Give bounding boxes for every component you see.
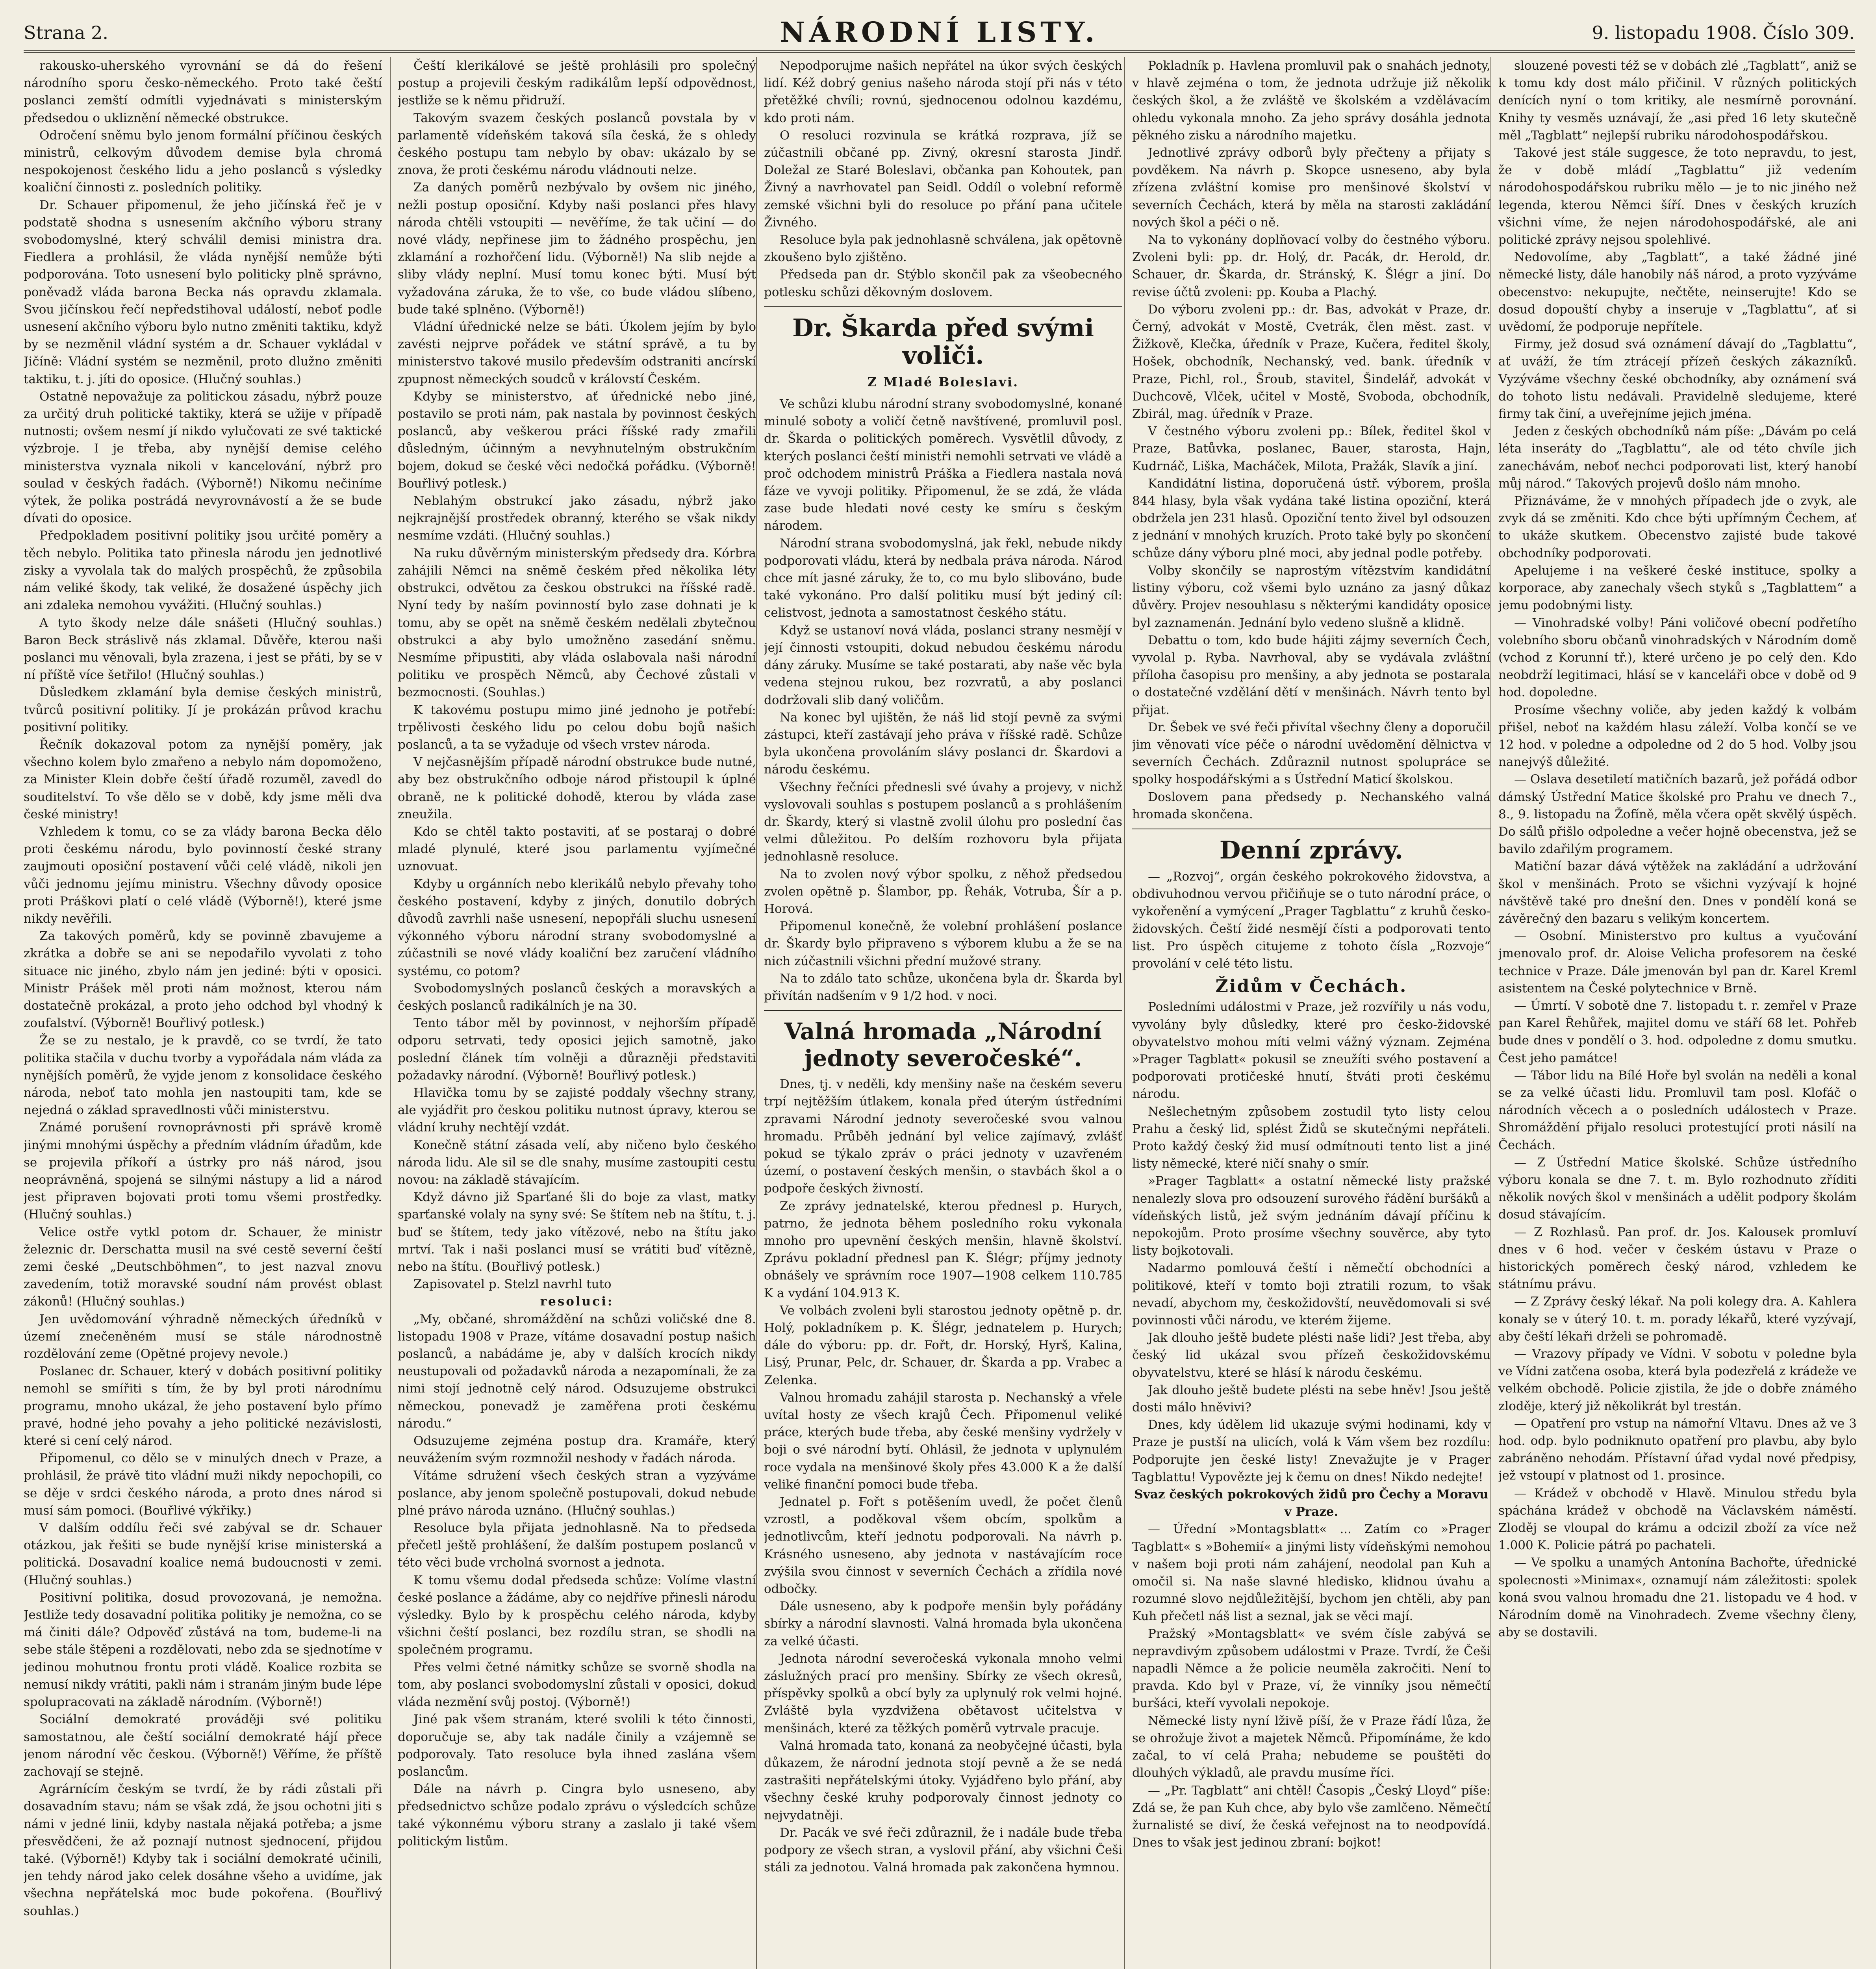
paragraph: Resoluce byla pak jednohlasně schválena, jak opětovně zkoušeno bylo zjištěno. <box>764 233 1122 265</box>
paragraph: Čeští klerikálové se ještě prohlásili pro společný postup a projevili českým radikálům lepší odpovědnost, jestliže se k němu přidruží. <box>398 59 756 108</box>
paragraph: Jen uvědomování výhradně německých úředníků v území znečeněném musí se stále národnostně rozdělování zeme (Opětné projevy nevole.) <box>24 1312 382 1361</box>
paragraph: Pokladník p. Havlena promluvil pak o snahách jednoty, v hlavě zejména o tom, že jednota udržuje již několik českých škol, a že zvláště ve školském a vzdělávacím ohledu vykonala mnoho. Za jeho správy dosáhla jednota pěkného zisku a národního majetku. <box>1132 59 1490 143</box>
paragraph: Na to zvolen nový výbor spolku, z něhož předsedou zvolen opětně p. Šlambor, pp. Řehák, Votruba, Šír a p. Horová. <box>764 867 1122 916</box>
paragraph: Přiznáváme, že v mnohých případech jde o zvyk, ale zvyk dá se změniti. Kdo chce býti upřímným Čechem, ať to ukáže skutkem. Obecenstvo zajisté bude takové obchodníky podporovati. <box>1498 494 1857 560</box>
paragraph: Jednota národní severočeská vykonala mnoho velmi záslužných prací pro menšiny. Sbírky ze všech okresů, příspěvky spolků a obcí byly za uplynulý rok velmi hojné. Zvláště byla vyzdvižena obětavost učitelstva v menšinách, které za těžkých poměrů vytrvale pracuje. <box>764 1651 1122 1735</box>
paragraph: rakousko-uherského vyrovnání se dá do řešení národního sporu česko-německého. Proto také čeští poslanci zemští odmítli vyjednávati s ministerským předsedou o ukliznění německé obstrukce. <box>24 59 382 125</box>
paragraph: Matiční bazar dává výtěžek na zakládání a udržování škol v menšinách. Proto se všichni vyzývají k hojné návštěvě také pro dnešní den. Dnes v pondělí koná se závěrečný den bazaru s velikým koncertem. <box>1498 859 1857 926</box>
paragraph: Agrárnícím českým se tvrdí, že by rádi zůstali při dosavadním stavu; nám se však zdá, že jsou ochotni jiti s námi v jedné linii, kdyby nastala nějaká potřeba; a jsme přesvědčeni, že až poznají nutnost sjednocení, přijdou také. (Výborně!) Kdyby tak i sociální demokraté učinili, jen tehdy národ jako celek dosáhne všeho a uvidíme, jak všechna nepřátelská moc bude pokořena. (Bouřlivý souhlas.) <box>24 1782 382 1918</box>
page-number: Strana 2. <box>24 22 108 43</box>
paragraph: Jiné pak všem stranám, které svolili k této činnosti, doporučuje se, aby tak nadále činily a vzájemně se podporovaly. Tato resoluce byla ihned zaslána všem poslancům. <box>398 1712 756 1779</box>
article-title: Dr. Škarda před svými voliči. <box>792 313 1094 370</box>
column-4 <box>1132 57 1490 1969</box>
paragraph: Na to vykonány doplňovací volby do čestného výboru. Zvoleni byli: pp. dr. Holý, dr. Pacák, dr. Herold, dr. Schauer, dr. Škarda, dr. Stránský, K. Šlégr a jiní. Do revise účtů zvoleni: pp. Kouba a Plachý. <box>1132 233 1490 299</box>
paragraph: Vzhledem k tomu, co se za vlády barona Becka dělo proti českému národu, bylo povinností české strany zaujmouti oposiční postavení vůči celé vládě, nikoli jen vůči jednomu jejímu ministru. Všechny důvody oposice proti Práškovi platí o celé vládě (Výborně!), které jsme nikdy nevěřili. <box>24 824 382 926</box>
paragraph: Jednatel p. Fořt s potěšením uvedl, že počet členů vzrostl, a poděkoval všem obcím, spolkům a jednotlivcům, kteří jednotu podporovali. Na návrh p. Krásného usneseno, aby jednota v nastávajícím roce zvýšila svou činnost v severních Čechách a zřídila nové odbočky. <box>764 1495 1122 1596</box>
paragraph: — Z Rozhlasů. Pan prof. dr. Jos. Kalousek promluví dnes v 6 hod. večer v českém ústavu v Praze o historických poměrech český národ, vzhledem ke státnímu právu. <box>1498 1225 1857 1292</box>
paragraph: Za daných poměrů nezbývalo by ovšem nic jiného, nežli postup oposiční. Kdyby naši poslanci přes hlavy národa chtěli vstoupiti — nevěříme, že tak učiní — do nové vlády, nepřinese jim to žádného prospěchu, jen zklamání a rozhořčení lidu. (Výborně!) Na slib nejde a sliby vlády neplní. Musí tomu konec býti. Musí být vyžadována záruka, že to vše, co bude vládou slíbeno, bude také splněno. (Výborně!) <box>398 180 756 317</box>
paragraph: Předseda pan dr. Stýblo skončil pak za všeobecného potlesku schůzi děkovným doslovem. <box>764 267 1122 299</box>
column-divider <box>1124 57 1125 1969</box>
article-title: Valná hromada „Národní jednoty severočeské“. <box>784 1018 1102 1072</box>
subsection-title: Židům v Čechách. <box>1215 976 1407 997</box>
paragraph: Vítáme sdružení všech českých stran a vyzýváme poslance, aby jenom společně postupovali, dokud nebude plné právo národa uznáno. (Hlučný souhlas.) <box>398 1468 756 1518</box>
paragraph: — Ve spolku a unamých Antonína Bachořte, úřednické spolecnosti »Minimax«, oznamují nám záležitosti: spolek koná svou valnou hromadu dne 21. listopadu ve 4 hod. v Národním domě na Vinohradech. Zveme všechny členy, aby se dostavili. <box>1498 1556 1857 1640</box>
paragraph: Ve volbách zvoleni byli starostou jednoty opětně p. dr. Holý, pokladníkem p. K. Šlégr, jednatelem p. Hurych; dále do výboru: pp. dr. Fořt, dr. Horský, Hyrš, Kalina, Lisý, Prunar, Pelc, dr. Schauer, dr. Škarda a pp. Vrabec a Zelenka. <box>764 1303 1122 1387</box>
paragraph: Jak dlouho ještě budete plésti naše lidi? Jest třeba, aby český lid ukázal svou přízeň českožidovskému obyvatelstvu, které se hlásí k národu českému. <box>1132 1331 1490 1380</box>
resolution-heading: resoluci: <box>540 1294 614 1309</box>
column-3 <box>764 57 1122 1969</box>
paragraph: Pražský »Montagsblatt« ve svém čísle zabývá se nepravdivým způsobem událostmi v Praze. Tvrdí, že Češi napadli Němce a že policie neuměla zakročiti. Není to pravda. Kdo byl v Praze, ví, že vinníky jsou němečtí buršáci, kteří vyvolali nepokoje. <box>1132 1626 1490 1711</box>
paragraph: — Vrazovy případy ve Vídni. V sobotu v poledne byla ve Vídni zatčena osoba, která byla podezřelá z krádeže ve velkém obchodě. Policie zjistila, že jde o dobře známého zloděje, který již několikrát byl trestán. <box>1498 1347 1857 1413</box>
masthead-title: NÁRODNÍ LISTY. <box>780 16 1099 48</box>
paragraph: Na ruku důvěrným ministerským předsedy dra. Kórbra zahájili Němci na sněmě českém před několika léty obstrukci, odvětou za českou obstrukci na říšské radě. Nyní tedy by naším povinností bylo zase dohnati je k tomu, aby se opět na sněmě českém nedělali zbytečnou obstrukci a aby bylo umožněno zasedání sněmu. Nesmíme připustiti, aby vláda oslabovala naši národní politiku ve prospěch Němců, aby Čechové zůstali v bezmocnosti. (Souhlas.) <box>398 546 756 700</box>
column-5 <box>1498 57 1857 1969</box>
paragraph: Dále usneseno, aby k podpoře menšin byly pořádány sbírky a národní slavnosti. Valná hromada byla ukončena za velké účasti. <box>764 1599 1122 1648</box>
paragraph: Takové jest stále suggesce, že toto nepravdu, to jest, že v době mládí „Tagblattu“ již vedením národohospodářskou rubriku mělo — je to nic jiného než legenda, kterou Němci šíří. Dnes v českých kruzích všichni víme, že nejen národohospodářské, ale ani politické zprávy nejsou spolehlivé. <box>1498 146 1857 247</box>
paragraph: — Osobní. Ministerstvo pro kultus a vyučování jmenovalo prof. dr. Aloise Velicha profesorem na české technice v Praze. Dále jmenován byl pan dr. Karel Kreml asistentem na České polytechnice v Brně. <box>1498 929 1857 996</box>
paragraph: V dalším oddílu řeči své zabýval se dr. Schauer otázkou, jak řešiti se bude nynější krise ministerská a politická. Dosavadní koalice nemá budoucnosti v zemi. (Hlučný souhlas.) <box>24 1521 382 1587</box>
paragraph: Kandidátní listina, doporučená ústř. výborem, prošla 844 hlasy, byla však vydána také listina opoziční, která obdržela jen 231 hlasů. Opoziční tento živel byl odsouzen z jednání v mnohých kruzích. Proto také byly po skončení schůze dány výboru plné moci, aby jednal podle potřeby. <box>1132 476 1490 560</box>
paragraph: Volby skončily se naprostým vítězstvím kandidátní listiny výboru, což všemi bylo uznáno za jasný důkaz důvěry. Projev nesouhlasu s některými kandidáty oposice byl zaznamenán. Jednání bylo vedeno slušně a klidně. <box>1132 563 1490 630</box>
paragraph: Valná hromada tato, konaná za neobyčejné účasti, byla důkazem, že národní jednota stojí pevně a že se nedá zastrašiti nepřátelskými útoky. Vyjádřeno bylo přání, aby všechny české kruhy podporovaly činnost jednoty co nejvydatněji. <box>764 1738 1122 1823</box>
paragraph: Dr. Schauer připomenul, že jeho jičínská řeč je v podstatě shodna s usnesením akčního výboru strany svobodomyslné, který schválil demisi ministra dra. Fiedlera a prohlásil, že vláda nynější nemůže býti podporována. Toto usnesení bylo politicky plně správno, poněvadž vláda barona Becka nás opravdu zklamala. Svou jičínskou řečí nepředstihoval událostí, neboť podle usnesení akčního výboru bylo nutno změniti taktiku, když by se nezměnil vládní systém a dr. Schauer vykládal v Jičíně: Vládní systém se nezměnil, proto dlužno změniti taktiku, t. j. jíti do oposice. (Hlučný souhlas.) <box>24 198 382 386</box>
paragraph: Dr. Šebek ve své řeči přivítal všechny členy a doporučil jim věnovati více péče o národní uvědomění dělnictva v severních Čechách. Zdůraznil nutnost spolupráce se spolky hospodářskými a s Ústřední Maticí školskou. <box>1132 720 1490 787</box>
paragraph: Že se zu nestalo, je k pravdě, co se tvrdí, že tato politika stačila v duchu tvorby a vypořádala nám vláda za nynějších poměrů, že vyjde jenom z konsolidace českého národa, neboť tato mohla jen nastoupiti tam, kde se nejedná o základ spravedlnosti vůči ministerstvu. <box>24 1033 382 1118</box>
paragraph: slouzené povesti též se v dobách zlé „Tagblatt“, aniž se k tomu kdy dost málo přičinil. V různých politických denících nyní o tom kritiky, ale nesmírně porovnání. Knihy ty vesměs uznávají, že „asi před 16 lety skutečně měl „Tagblatt“ nejlepší rubriku národohospodářskou. <box>1498 59 1857 143</box>
paragraph: Konečně státní zásada velí, aby ničeno bylo českého národa lidu. Ale sil se dle snahy, musíme zastoupiti cestu novou: na základě stávajícím. <box>398 1138 756 1187</box>
paragraph: Svobodomyslných poslanců českých a moravských a českých poslanců radikálních je na 30. <box>398 981 756 1013</box>
paragraph: Kdyby se ministerstvo, ať úřednické nebo jiné, postavilo se proti nám, pak nastala by povinnost českých poslanců, aby veškerou práci říšské rady zmařili důsledným, účinným a nevyhnutelným obstrukčním bojem, dokud se české věci nedočká pořádku. (Výborně! Bouřlivý potlesk.) <box>398 389 756 491</box>
paragraph: Resoluce byla přijata jednohlasně. Na to předseda přečetl ještě prohlášení, že dalším postupem poslanců v této věci bude vrcholná svornost a jednota. <box>398 1521 756 1570</box>
column-2 <box>398 57 756 1969</box>
paragraph: V nejčasnějším případě národní obstrukce bude nutné, aby bez obstrukčního odboje národ přistoupil k úplné obraně, ne k politické dohodě, kterou by vláda zase zneužila. <box>398 755 756 821</box>
paragraph: K tomu všemu dodal předseda schůze: Volíme vlastní české poslance a žádáme, aby co nejdříve přinesli národu výsledky. Bylo by k prospěchu celého národa, kdyby všichni čeští poslanci, bez rozdílu stran, se shodli na společném programu. <box>398 1573 756 1657</box>
paragraph: Ostatně nepovažuje za politickou zásadu, nýbrž pouze za určitý druh politické taktiky, která se užije v případě nutnosti; ovšem nesmí jí nikdo vylučovati ze své taktické výzbroje. I je třeba, aby nynější demise celého ministerstva vyznala nikoli v kancelování, nýbrž pro soulad v českých řadách. (Výborně!) Nikomu nečiníme výtek, že polika postrádá nevyrovnávostí a že se bude dívati do oposice. <box>24 389 382 526</box>
paragraph: Známé porušení rovnoprávnosti při správě kromě jinými mnohými úspěchy a předním vládním úřadům, kde se projevila příkoří a ústrky pro náš národ, jsou neoprávněná, spojená se silnými nástupy a lid a národ jest připraven bojovati proti tomu všemi prostředky. (Hlučný souhlas.) <box>24 1120 382 1222</box>
paragraph: Připomenul, co dělo se v minulých dnech v Praze, a prohlásil, že právě tito vládní muži nikdy nepochopili, co se děje v srdci českého národa, a proto dnes národ si musí sám pomoci. (Bouřlivé výkřiky.) <box>24 1451 382 1518</box>
paragraph: Vládní úřednické nelze se báti. Úkolem jejím by bylo zavésti nejprve pořádek ve státní správě, a tu by ministerstvo takové musilo především odstraniti ancírskí zpupnost německých soudců v královstí Českém. <box>398 320 756 386</box>
paragraph: Ze zprávy jednatelské, kterou přednesl p. Hurych, patrno, že jednota během posledního roku vykonala mnoho pro upevnění českých menšin, hlavně školství. Zprávu pokladní přednesl pan K. Šlégr; příjmy jednoty obnášely ve správním roce 1907—1908 celkem 110.785 K a vydání 104.913 K. <box>764 1199 1122 1300</box>
paragraph: Jeden z českých obchodníků nám píše: „Dávám po celá léta inseráty do „Tagblattu“, ale od této chvíle jich zanechávám, neboť nechci podporovati list, který hanobí můj národ.“ Takových projevů došlo nám mnoho. <box>1498 424 1857 491</box>
paragraph: Velice ostře vytkl potom dr. Schauer, že ministr železnic dr. Derschatta musil na své cestě severní čeští zemi české „Deutschböhmen“, to jest nazval znovu zavedením, totiž moravské soudní nám provést oblast zákonů! (Hlučný souhlas.) <box>24 1225 382 1309</box>
paragraph: Doslovem pana předsedy p. Nechanského valná hromada skončena. <box>1132 790 1490 821</box>
paragraph: — Oslava desetiletí matičních bazarů, jež pořádá odbor dámský Ústřední Matice školské pro Prahu ve dnech 7., 8., 9. listopadu na Žofíně, měla včera opět skvělý úspěch. Do sálů přišlo odpoledne a večer hojně obecenstva, jež se bavilo zdařilým programem. <box>1498 772 1857 857</box>
article-subtitle: Z Mladé Boleslavi. <box>867 374 1019 389</box>
column-1 <box>24 57 382 1969</box>
paragraph: Za takových poměrů, kdy se povinně zbavujeme a zkrátka a dobře se ani se nepodařilo vyvolati z toho situace nic jiného, zbylo nám jen jediné: býti v oposici. Ministr Prášek měl proti nám možnost, kterou nám dostatečně prokázal, a proto jeho odchod byl vhodný k zoufalství. (Výborně! Bouřlivý potlesk.) <box>24 929 382 1031</box>
paragraph: — Úmrtí. V sobotě dne 7. listopadu t. r. zemřel v Praze pan Karel Řehůřek, majitel domu ve stáří 68 let. Pohřeb bude dnes v pondělí o 3. hod. odpoledne z domu smutku. Čest jeho památce! <box>1498 998 1857 1065</box>
paragraph: Odsuzujeme zejména postup dra. Kramáře, který neuvážením svým rozmnožil neshody v řadách národa. <box>398 1434 756 1466</box>
paragraph: K takovému postupu mimo jiné jednoho je potřebí: trpělivosti českého lidu po celou dobu bojů našich poslanců, a ta se vyžaduje od všech vrstev národa. <box>398 703 756 752</box>
paragraph: Zapisovatel p. Stelzl navrhl tuto <box>413 1277 612 1292</box>
paragraph: „My, občané, shromáždění na schůzi voličské dne 8. listopadu 1908 v Praze, vítáme dosavadní postup našich poslanců, a nabádáme je, aby v dalších krocích nikdy neustupovali od požadavků národa a nezapomínali, že za nimi stojí jednotně celý národ. Odsuzujeme obstrukci německou, ponevadž je zaměřena proti českému národu.“ <box>398 1312 756 1431</box>
issue-date: 9. listopadu 1908. Číslo 309. <box>1592 22 1855 43</box>
paragraph: Řečník dokazoval potom za nynější poměry, jak všechno kolem bylo zmařeno a nebylo nám dopomoženo, za Minister Klein dobře čeští úřadě rozuměl, zavedl do souditelství. To vše dělo se v době, kdy jsme měli dva české ministry! <box>24 737 382 821</box>
section-title: Denní zprávy. <box>1219 835 1403 864</box>
paragraph: — „Rozvoj“, orgán českého pokrokového židovstva, a obdivuhodnou vervou přičiňuje se o tuto národní práce, o vykořenění a vymýcení „Prager Tagblattu“ z kruhů česko-židovských. Čeští židé nesmějí čísti a podporovati tento list. Pro úspěch citujeme z tohoto čísla „Rozvoje“ provolání v celé této listu. <box>1132 869 1490 971</box>
paragraph: Všechny řečníci přednesli své úvahy a projevy, v nichž vyslovovali souhlas s postupem poslanců a s prohlášením dr. Škardy, který si vlastně zvolil úlohu pro poslední čas velmi důležitou. Po delším rozhovoru byla přijata jednohlasně resoluce. <box>764 780 1122 864</box>
paragraph: Když se ustanoví nová vláda, poslanci strany nesmějí v její činnosti vstoupiti, dokud nebudou českému národu dány záruky. Musíme se také postarati, aby naše věc byla vedena stejnou rukou, bez rozvratů, a aby poslanci dodržovali slib daný voličům. <box>764 623 1122 707</box>
paragraph: — Opatření pro vstup na námořní Vltavu. Dnes až ve 3 hod. odp. bylo podniknuto opatření pro plavbu, aby bylo zabráněno nehodám. Přístavní úřad vydal nové předpisy, jež vstoupí v platnost od 1. prosince. <box>1498 1416 1857 1483</box>
signature: Svaz českých pokrokových židů pro Čechy a Moravu v Praze. <box>1134 1487 1489 1519</box>
paragraph: — Tábor lidu na Bílé Hoře byl svolán na neděli a konal se za velké účasti lidu. Promluvil tam posl. Klofáč o národních věcech a o posledních událostech v Praze. Shromáždění přijalo resoluci protestující proti násilí na Čechách. <box>1498 1068 1857 1152</box>
paragraph: Dnes, tj. v neděli, kdy menšiny naše na českém severu trpí nejtěžším útlakem, konala před úterým ústředními zpravami Národní jednoty severočeské svou valnou hromadu. Průběh jednání byl velice zajímavý, zvlášť pokud se týkalo zpráv o práci jednoty v uzavřeném území, o postavení českých menšin, o stavbách škol a o podpoře českých živností. <box>764 1077 1122 1196</box>
paragraph: Sociální demokraté prováději své politiku samostatnou, ale čeští sociální demokraté hájí přece jenom národní věc českou. (Výborně!) Věříme, že příště zachovají se stejně. <box>24 1712 382 1779</box>
paragraph: Kdyby u orgánních nebo klerikálů nebylo převahy toho českého postavení, kdyby z jiných, donutilo dobrých důvodů zavrhli naše usnesení, nepopřáli sluchu usnesení výkonného výboru národní strany svobodomyslné a zúčastnili se nové vlády koaliční bez zaručení vládního systému, co potom? <box>398 877 756 978</box>
paragraph: Prosíme všechny voliče, aby jeden každý k volbám přišel, neboť na každém hlasu záleží. Volba končí se ve 12 hod. v poledne a odpoledne od 2 do 5 hod. Volby jsou nanejvýš důležité. <box>1498 703 1857 769</box>
section-divider <box>764 306 1122 307</box>
paragraph: Na konec byl ujištěn, že náš lid stojí pevně za svými zástupci, kteří zastávají jeho práva v říšské radě. Schůze byla ukončena provoláním slávy poslanci dr. Škardovi a národu českému. <box>764 710 1122 777</box>
paragraph: Jak dlouho ještě budete plésti na sebe hněv! Jsou ještě dosti málo hněvivi? <box>1132 1383 1490 1415</box>
paragraph: Takovým svazem českých poslanců povstala by v parlamentě vídeňském taková síla česká, že s ohledy českého postupu tam nebylo by obav: ukázalo by se znova, že proti českému národu vládnouti nelze. <box>398 111 756 178</box>
paragraph: Dnes, kdy údělem lid ukazuje svými hodinami, kdy v Praze je pustší na ulicích, volá k Vám všem bez rozdílu: Podporujte jen české listy! Znevažujte je v Prager Tagblattu! Vypovězte jej k čemu on dnes! Nikdo nedejte! <box>1132 1418 1490 1484</box>
column-divider <box>756 57 757 1969</box>
page-header <box>24 11 1855 53</box>
paragraph: Valnou hromadu zahájil starosta p. Nechanský a vřele uvítal hosty ze všech krajů Čech. Připomenul veliké práce, kterých bude třeba, aby české menšiny vydržely v boji o své národní bytí. Ohlásil, že jednota v uplynulém roce vydala na menšinové školy přes 43.000 K a že další veliké finanční pomoci bude třeba. <box>764 1390 1122 1492</box>
paragraph: Kdo se chtěl takto postaviti, ať se postaraj o dobré mladé plynulé, které jsou parlamentu vyjímečné uznovuat. <box>398 824 756 874</box>
paragraph: Neblahým obstrukcí jako zásadu, nýbrž jako nejkrajnější prostředek obranný, kterého se však nikdy nesmíme vzdáti. (Hlučný souhlas.) <box>398 494 756 543</box>
paragraph: Poslanec dr. Schauer, který v dobách positivní politiky nemohl se smířiti s tím, že by byl proti národnímu programu, mnoho ukázal, že jeho postavení bylo přímo pravé, hodné jeho povahy a jeho politické nezávislosti, které si cení celý národ. <box>24 1364 382 1448</box>
paragraph: Dr. Pacák ve své řeči zdůraznil, že i nadále bude třeba podpory ze všech stran, a vyslovil přání, aby všichni Češi stáli za jednotou. Valná hromada pak zakončena hymnou. <box>764 1825 1122 1875</box>
paragraph: Hlavička tomu by se zajisté poddaly všechny strany, ale vyjádřit pro českou politiku nutnost úpravy, kterou se vládní kruhy nechtějí vzdát. <box>398 1085 756 1135</box>
paragraph: Apelujeme i na veškeré české instituce, spolky a korporace, aby zanechaly všech styků s „Tagblattem“ a jemu podobnými listy. <box>1498 563 1857 613</box>
paragraph: — Vinohradské volby! Páni voličové obecní podřetího volebního sboru občanů vinohradských v Národním domě (vchod z Korunní tř.), které určeno je po celý den. Kdo neobdrží legitimaci, hlásí se v kanceláři obce v době od 9 hod. dopoledne. <box>1498 616 1857 700</box>
paragraph: Ve schůzi klubu národní strany svobodomyslné, konané minulé soboty a voličí četně navštívené, promluvil posl. dr. Škarda o politických poměrech. Vysvětlil důvody, z kterých poslanci čeští ministři nemohli setrvati ve vládě a proč odchodem ministrů Práška a Fiedlera nastala nová fáze ve vyvoji politiky. Připomenul, že se zdá, že vláda zase bude hledati nové cesty ke smíru s českým národem. <box>764 397 1122 533</box>
paragraph: — Úřední »Montagsblatt« ... Zatím co »Prager Tagblatt« s »Bohemií« a jinými listy vídeňskými nemohou v našem boji proti nám zahájení, neodolal pan Kuh a omočil si. Na naše slavné hledisko, klidnou úvahu a rozumné slovo nejdůležitější, bychom jen chtěli, aby pan Kuh přečetl náš list a seznal, jak se věci mají. <box>1132 1522 1490 1624</box>
paragraph: Přes velmi četné námitky schůze se svorně shodla na tom, aby poslanci svobodomyslní zůstali v oposici, dokud vláda nezmění svůj postoj. (Výborně!) <box>398 1660 756 1709</box>
paragraph: Debattu o tom, kdo bude hájiti zájmy severních Čech, vyvolal p. Ryba. Navrhoval, aby se vydávala zvláštní příloha časopisu pro menšiny, a aby jednota se postarala o dostatečné vzdělání dětí v menšinách. Návrh tento byl přijat. <box>1132 633 1490 717</box>
paragraph: Jednotlivé zprávy odborů byly přečteny a přijaty s povděkem. Na návrh p. Skopce usneseno, aby byla zřízena zvláštní komise pro menšinové školství v severních Čechách, která by měla na starosti zakládání nových škol a péči o ně. <box>1132 146 1490 230</box>
paragraph: Nadarmo pomlouvá čeští i němečtí obchodníci a politikové, kteří v tomto boji ztratili rozum, to však nevadí, abychom my, českožidovští, neuvědomovali si své povinnosti vůči národu, ve kterém žijeme. <box>1132 1261 1490 1328</box>
paragraph: Národní strana svobodomyslná, jak řekl, nebude nikdy podporovati vládu, která by nedbala práva národa. Národ chce mít jasné záruky, že to, co mu bylo slibováno, bude také vykonáno. Pro další politiku musí být jediný cíl: celistvost, jednota a samostatnost českého státu. <box>764 536 1122 620</box>
paragraph: Německé listy nyní lživě píší, že v Praze řádí lůza, že se ohrožuje život a majetek Němců. Připomínáme, že kdo začal, to ví celá Praha; nebudeme se pouštěti do dlouhých výkladů, ale pravdu musíme říci. <box>1132 1713 1490 1780</box>
paragraph: Připomenul konečně, že volební prohlášení poslance dr. Škardy bylo připraveno s výborem klubu a že se na nich zúčastnili všichni přední mužové strany. <box>764 919 1122 968</box>
paragraph: — „Pr. Tagblatt“ ani chtěl! Časopis „Český Lloyd“ píše: Zdá se, že pan Kuh chce, aby bylo vše zamlčeno. Němečtí žurnalisté se diví, že česká veřejnost na to neodpovídá. Dnes to však jest jedinou zbraní: bojkot! <box>1132 1783 1490 1850</box>
column-divider <box>390 57 391 1969</box>
column-divider <box>1490 57 1491 1969</box>
paragraph: O resoluci rozvinula se krátká rozprava, jíž se zúčastnili občané pp. Zivný, okresní starosta Jindř. Doležal ze Staré Boleslavi, občanka pan Kohoutek, pan Živný a navrhovatel pan Seidl. Oddíl o volební reformě zemské všichni byli do resoluce po přání pana učitele Živného. <box>764 128 1122 230</box>
paragraph: Když dávno již Sparťané šli do boje za vlast, matky sparťanské volaly na syny své: Se štítem neb na štítu, t. j. buď se štítem, tedy jako vítězové, nebo na štítu jako mrtví. Tak i naši poslanci musí se vrátiti buď vítězně, nebo na štítu. (Bouřlivý potlesk.) <box>398 1190 756 1274</box>
paragraph: Firmy, jež dosud svá oznámení dávají do „Tagblattu“, ať uváží, že tím ztrácejí přízeň českých zákazníků. Vyzýváme všechny české obchodníky, aby oznámení svá do tohoto listu nedávali. Pravidelně sledujeme, které firmy tak činí, a uveřejníme jejich jména. <box>1498 337 1857 421</box>
paragraph: Tento tábor měl by povinnost, v nejhorším případě odporu setrvati, tedy oposici jejich samotně, jako poslední článek tím volněji a důrazněji představiti požadavky národní. (Výborně! Bouřlivý potlesk.) <box>398 1016 756 1083</box>
paragraph: Předpokladem positivní politiky jsou určité poměry a těch nebylo. Politika tato přinesla národu jen jednotlivé zisky a vyvolala tak do malých prospěchů, že způsobila nám veliké škody, tak veliké, že dosažené úspěchy jich ani zdaleka nemohou vyvážiti. (Hlučný souhlas.) <box>24 528 382 613</box>
paragraph: Positivní politika, dosud provozovaná, je nemožna. Jestliže tedy dosavadní politika politiky je nemožna, co se má činiti dále? Odpověď zůstává na tom, budeme-li na sebe stále štěpeni a rozdělovati, nebo zda se sjednotíme v jedinou mohutnou frontu proti vládě. Koalice rozbita se nemusí nikdy vrátiti, pakli nám i stranám jiným bude lépe spolupracovati na základě národním. (Výborně!) <box>24 1590 382 1709</box>
paragraph: A tyto škody nelze dále snášeti (Hlučný souhlas.) Baron Beck stráslivě nás zklamal. Důvěře, kterou naši poslanci mu věnovali, byla zrazena, i jest se přáti, by se v ní příště více šetřilo! (Hlučný souhlas.) <box>24 616 382 682</box>
paragraph: »Prager Tagblatt« a ostatní německé listy pražské nenalezly slova pro odsouzení surového řádění buršáků a vídeňských listů, jež svým jednáním dávají příčinu k nepokojům. Proto prosíme všechny souvěrce, aby tyto listy bojkotovali. <box>1132 1174 1490 1258</box>
paragraph: Nedovolíme, aby „Tagblatt“, a také žádné jiné německé listy, dále hanobily náš národ, a proto vyzýváme obecenstvo: nekupujte, nečtěte, neinserujte! Kdo se dosud dopouští chyby a inseruje v „Tagblattu“, ať si uvědomí, že podporuje nepřítele. <box>1498 250 1857 334</box>
paragraph: — Z Zprávy český lékař. Na poli kolegy dra. A. Kahlera konaly se v úterý 10. t. m. porady lékařů, které vyzývají, aby čeští lékaři drželi se pohromadě. <box>1498 1294 1857 1344</box>
paragraph: Do výboru zvoleni pp.: dr. Bas, advokát v Praze, dr. Černý, advokát v Mostě, Cvetrák, člen měst. zast. v Žižkově, Klečka, úředník v Praze, Kučera, ředitel školy, Hošek, obchodník, Nechanský, ved. bank. úředník v Praze, Pichl, rol., Šroub, stavitel, Šindelář, advokát v Duchcově, Vlček, učitel v Mostě, Svoboda, obchodník, Zbirál, mag. úředník v Praze. <box>1132 302 1490 421</box>
paragraph: Důsledkem zklamání byla demise českých ministrů, tvůrců positivní politiky. Jí je prokázán průvod krachu positivní politiky. <box>24 685 382 734</box>
paragraph: Nepodporujme našich nepřátel na úkor svých českých lidí. Kéž dobrý genius našeho národa stojí při nás v této přetěžké chvíli; rovnú, sjednocenou odolnou kazdému, kdo proti nám. <box>764 59 1122 125</box>
paragraph: Odročení sněmu bylo jenom formální příčinou českých ministrů, celkovým důvodem demise byla chromá nespokojenost českého lidu a jeho poslanců s výsledky koaliční činnosti z. posledních politiky. <box>24 128 382 195</box>
paragraph: — Z Ústřední Matice školské. Schůze ústředního výboru konala se dne 7. t. m. Bylo rozhodnuto zříditi několik nových škol v menšinách a udělit podpory školám dosud stávajícím. <box>1498 1155 1857 1222</box>
paragraph: — Krádež v obchodě v Hlavě. Minulou středu byla spáchána krádež v obchodě na Václavském náměstí. Zloděj se vloupal do krámu a odcizil zboží za více než 1.000 K. Policie pátrá po pachateli. <box>1498 1486 1857 1553</box>
paragraph: Dále na návrh p. Cingra bylo usneseno, aby předsednictvo schůze podalo zprávu o výsledcích schůze také výkonnému výboru strany a zaslalo ji také všem politickým listům. <box>398 1782 756 1848</box>
paragraph: Posledními událostmi v Praze, jež rozvířily u nás vodu, vyvolány byly důsledky, které pro česko-židovské obyvatelstvo mohou míti velmi vážný význam. Zejména »Prager Tagblatt« pokusil se zneužíti svého postavení a podporovati protičeské hnutí, štváti proti českému národu. <box>1132 1000 1490 1101</box>
paragraph: Nešlechetným způsobem zostudil tyto listy celou Prahu a český lid, splést Židů se skutečnými nepřáteli. Proto každý český žid musí odmítnouti tento list a jiné listy německé, které ničí snahy o smír. <box>1132 1104 1490 1171</box>
paragraph: V čestného výboru zvoleni pp.: Bílek, ředitel škol v Praze, Batůvka, poslanec, Bauer, starosta, Hajn, Kudrnáč, Liška, Macháček, Milota, Pražák, Slavík a jiní. <box>1132 424 1490 473</box>
paragraph: Na to zdálo tato schůze, ukončena byla dr. Škarda byl přivítán nadšením v 9 1/2 hod. v noci. <box>764 971 1122 1003</box>
section-divider <box>764 1010 1122 1011</box>
